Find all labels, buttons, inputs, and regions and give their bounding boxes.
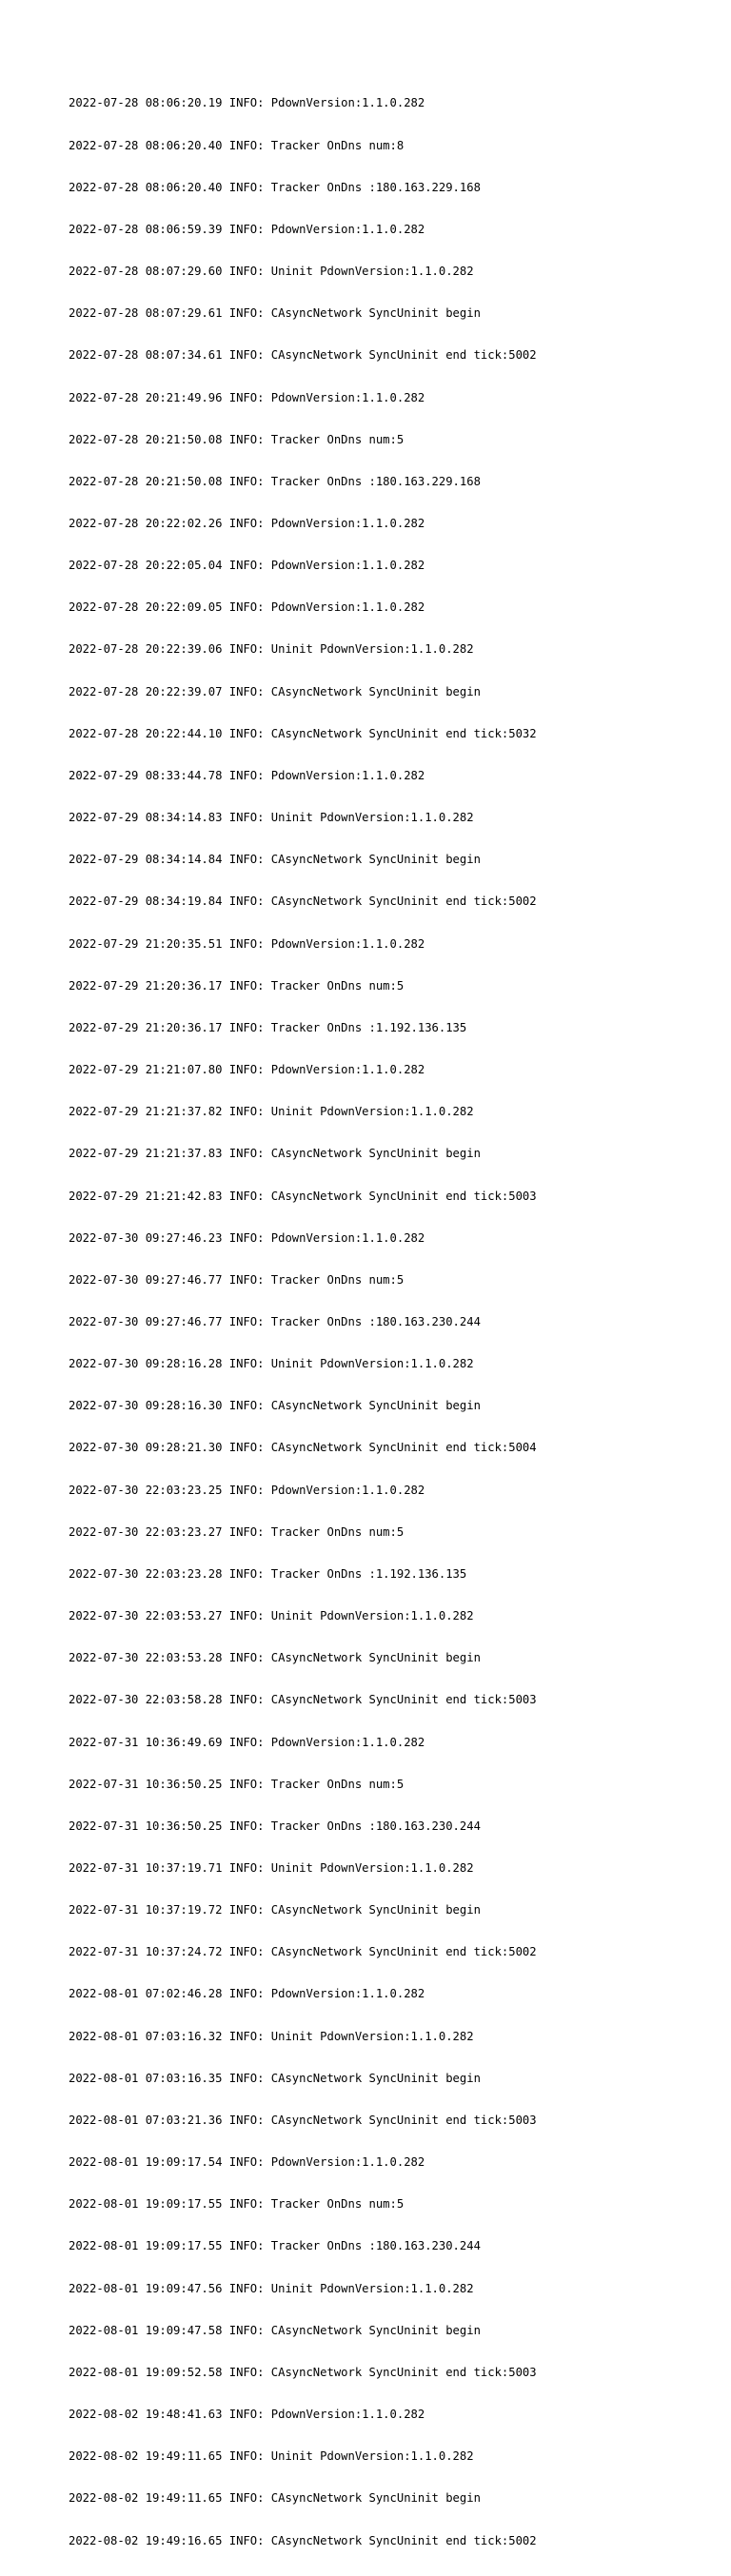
log-line: 2022-07-28 08:06:20.40 INFO: Tracker OnDns :180.163.229.168 [69, 180, 481, 194]
log-line: 2022-07-30 09:27:46.77 INFO: Tracker OnDns num:5 [69, 1272, 405, 1287]
log-line: 2022-07-28 20:22:44.10 INFO: CAsyncNetwork SyncUninit end tick:5032 [69, 726, 537, 740]
log-line: 2022-07-29 21:20:35.51 INFO: PdownVersion:1.1.0.282 [69, 936, 425, 951]
log-line: 2022-07-31 10:36:49.69 INFO: PdownVersion:1.1.0.282 [69, 1735, 425, 1749]
log-line: 2022-07-30 09:28:21.30 INFO: CAsyncNetwork SyncUninit end tick:5004 [69, 1441, 537, 1455]
log-line: 2022-07-28 08:07:34.61 INFO: CAsyncNetwork SyncUninit end tick:5002 [69, 348, 537, 363]
log-line: 2022-07-28 20:22:05.04 INFO: PdownVersion:1.1.0.282 [69, 559, 425, 573]
log-line: 2022-07-28 20:22:09.05 INFO: PdownVersion:1.1.0.282 [69, 600, 425, 615]
log-line: 2022-07-29 21:20:36.17 INFO: Tracker OnDns :1.192.136.135 [69, 1020, 467, 1034]
log-line: 2022-08-02 19:49:11.65 INFO: CAsyncNetwork SyncUninit begin [69, 2491, 481, 2506]
log-line: 2022-07-28 20:21:49.96 INFO: PdownVersion:1.1.0.282 [69, 390, 425, 404]
log-line: 2022-07-30 22:03:53.28 INFO: CAsyncNetwork SyncUninit begin [69, 1651, 481, 1665]
log-line: 2022-08-01 07:03:21.36 INFO: CAsyncNetwork SyncUninit end tick:5003 [69, 2113, 537, 2127]
log-line: 2022-07-31 10:36:50.25 INFO: Tracker OnDns num:5 [69, 1777, 405, 1791]
log-line: 2022-07-30 09:27:46.23 INFO: PdownVersion:1.1.0.282 [69, 1230, 425, 1245]
log-line: 2022-07-29 21:21:42.83 INFO: CAsyncNetwork SyncUninit end tick:5003 [69, 1189, 537, 1203]
log-line: 2022-08-02 19:49:11.65 INFO: Uninit PdownVersion:1.1.0.282 [69, 2449, 474, 2464]
log-line: 2022-08-01 07:03:16.35 INFO: CAsyncNetwork SyncUninit begin [69, 2071, 481, 2085]
log-line: 2022-07-28 20:21:50.08 INFO: Tracker OnDns num:5 [69, 432, 405, 446]
log-line: 2022-08-01 07:03:16.32 INFO: Uninit PdownVersion:1.1.0.282 [69, 2029, 474, 2043]
log-line: 2022-07-28 08:07:29.60 INFO: Uninit PdownVersion:1.1.0.282 [69, 265, 474, 279]
log-line: 2022-07-28 20:22:02.26 INFO: PdownVersion:1.1.0.282 [69, 517, 425, 530]
log-line: 2022-07-30 22:03:58.28 INFO: CAsyncNetwork SyncUninit end tick:5003 [69, 1693, 537, 1707]
log-line: 2022-08-01 19:09:17.55 INFO: Tracker OnDns :180.163.230.244 [69, 2239, 481, 2253]
log-line: 2022-07-30 09:27:46.77 INFO: Tracker OnDns :180.163.230.244 [69, 1314, 481, 1328]
log-line: 2022-07-28 20:22:39.06 INFO: Uninit PdownVersion:1.1.0.282 [69, 642, 474, 657]
log-line: 2022-07-31 10:37:19.72 INFO: CAsyncNetwork SyncUninit begin [69, 1903, 481, 1917]
log-line: 2022-08-01 19:09:47.56 INFO: Uninit PdownVersion:1.1.0.282 [69, 2281, 474, 2295]
log-line: 2022-07-29 08:34:14.84 INFO: CAsyncNetwork SyncUninit begin [69, 853, 481, 867]
log-line: 2022-07-29 21:21:37.82 INFO: Uninit PdownVersion:1.1.0.282 [69, 1105, 474, 1119]
log-line: 2022-07-31 10:36:50.25 INFO: Tracker OnDns :180.163.230.244 [69, 1819, 481, 1833]
log-line: 2022-07-30 09:28:16.30 INFO: CAsyncNetwork SyncUninit begin [69, 1399, 481, 1413]
log-line: 2022-07-29 08:34:14.83 INFO: Uninit PdownVersion:1.1.0.282 [69, 811, 474, 825]
log-line: 2022-07-29 08:34:19.84 INFO: CAsyncNetwork SyncUninit end tick:5002 [69, 895, 537, 909]
log-line: 2022-08-01 07:02:46.28 INFO: PdownVersion:1.1.0.282 [69, 1987, 425, 2001]
log-line: 2022-07-30 22:03:23.28 INFO: Tracker OnDns :1.192.136.135 [69, 1566, 467, 1581]
log-line: 2022-07-28 08:06:20.19 INFO: PdownVersion:1.1.0.282 [69, 96, 425, 110]
log-line: 2022-07-29 21:20:36.17 INFO: Tracker OnDns num:5 [69, 978, 405, 993]
log-line: 2022-07-31 10:37:24.72 INFO: CAsyncNetwork SyncUninit end tick:5002 [69, 1945, 537, 1959]
log-line: 2022-07-30 22:03:23.27 INFO: Tracker OnDns num:5 [69, 1524, 405, 1539]
log-line: 2022-07-28 08:06:59.39 INFO: PdownVersion:1.1.0.282 [69, 222, 425, 236]
log-line: 2022-07-29 08:33:44.78 INFO: PdownVersion:1.1.0.282 [69, 768, 425, 782]
log-line: 2022-08-01 19:09:52.58 INFO: CAsyncNetwork SyncUninit end tick:5003 [69, 2365, 537, 2379]
log-text [69, 69, 537, 2576]
log-line: 2022-07-29 21:21:37.83 INFO: CAsyncNetwork SyncUninit begin [69, 1147, 481, 1161]
log-line: 2022-07-30 22:03:23.25 INFO: PdownVersion:1.1.0.282 [69, 1483, 425, 1497]
log-line: 2022-07-28 20:22:39.07 INFO: CAsyncNetwork SyncUninit begin [69, 684, 481, 698]
log-line: 2022-07-28 20:21:50.08 INFO: Tracker OnDns :180.163.229.168 [69, 474, 481, 488]
log-line: 2022-07-31 10:37:19.71 INFO: Uninit PdownVersion:1.1.0.282 [69, 1861, 474, 1875]
log-line: 2022-07-29 21:21:07.80 INFO: PdownVersion:1.1.0.282 [69, 1063, 425, 1077]
log-line: 2022-08-02 19:49:16.65 INFO: CAsyncNetwork SyncUninit end tick:5002 [69, 2533, 537, 2547]
log-line: 2022-08-01 19:09:17.55 INFO: Tracker OnDns num:5 [69, 2197, 405, 2212]
log-line: 2022-08-01 19:09:47.58 INFO: CAsyncNetwork SyncUninit begin [69, 2323, 481, 2337]
log-line: 2022-07-28 08:07:29.61 INFO: CAsyncNetwork SyncUninit begin [69, 306, 481, 321]
log-line: 2022-08-02 19:48:41.63 INFO: PdownVersion:1.1.0.282 [69, 2408, 425, 2422]
log-line: 2022-08-01 19:09:17.54 INFO: PdownVersion:1.1.0.282 [69, 2155, 425, 2170]
log-line: 2022-07-28 08:06:20.40 INFO: Tracker OnDns num:8 [69, 138, 405, 152]
log-line: 2022-07-30 22:03:53.27 INFO: Uninit PdownVersion:1.1.0.282 [69, 1609, 474, 1623]
log-line: 2022-07-30 09:28:16.28 INFO: Uninit PdownVersion:1.1.0.282 [69, 1357, 474, 1371]
